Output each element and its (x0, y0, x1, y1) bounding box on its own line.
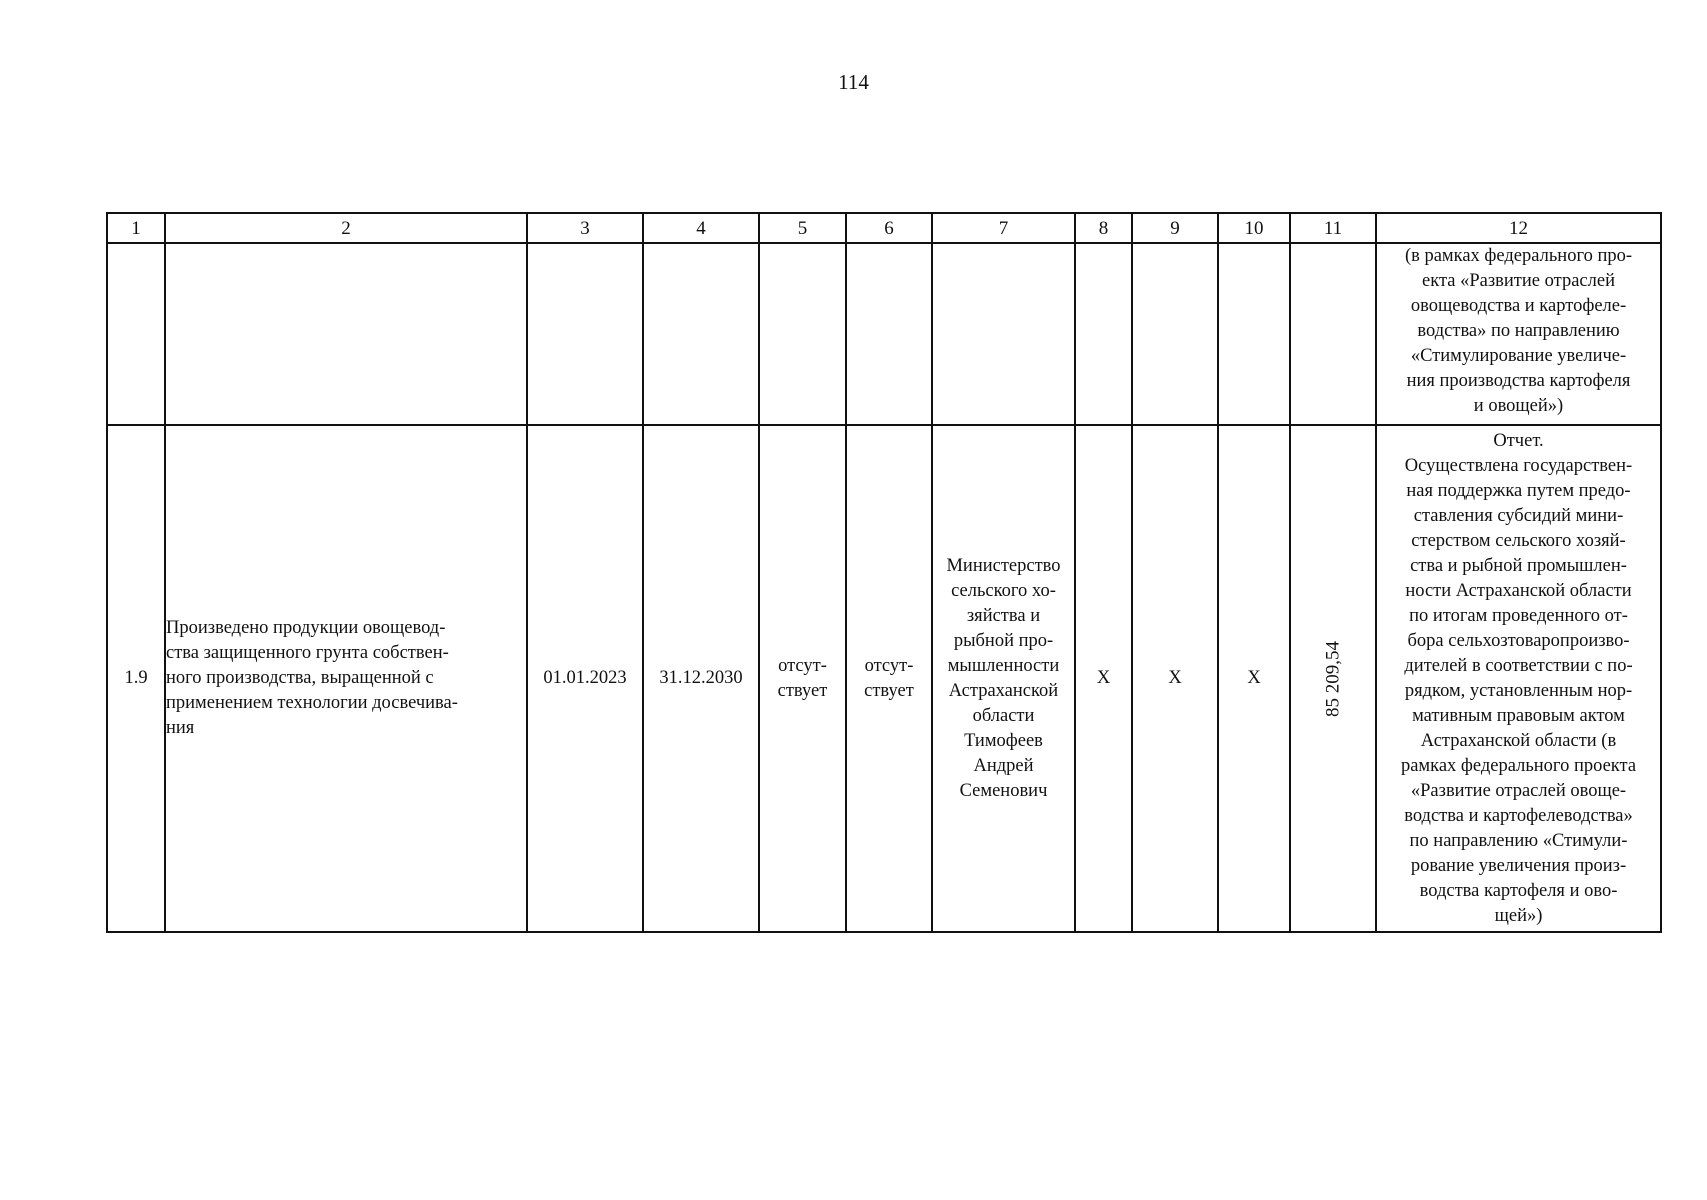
table-cell (527, 243, 643, 425)
responsible-executor: Министерство сельского хо- зяйства и рыбной про- мышленности Астраханской области Тимофеев Андрей Семенович (932, 425, 1075, 932)
column-header: 3 (527, 213, 643, 243)
col5-value: отсут- ствует (759, 425, 846, 932)
col6-value: отсут- ствует (846, 425, 932, 932)
continuation-text: (в рамках федерального про- екта «Развитие отраслей овощеводства и картофеле- водства» по направлению «Стимулирование увеличе- ния производства картофеля и овощей») (1376, 243, 1661, 425)
column-header: 2 (165, 213, 527, 243)
table-cell (1075, 243, 1132, 425)
table-cell (1290, 243, 1376, 425)
table-cell (759, 243, 846, 425)
table-cell (643, 243, 759, 425)
report-table (106, 212, 1662, 933)
table-row (107, 243, 1661, 425)
column-header: 8 (1075, 213, 1132, 243)
column-header: 1 (107, 213, 165, 243)
table-header-row (107, 213, 1661, 243)
table-cell (107, 243, 165, 425)
table-row (107, 425, 1661, 932)
report-text: Отчет. Осуществлена государствен- ная поддержка путем предо- ставления субсидий мини- стерством сельского хозяй- ства и рыбной промышлен- ности Астраханской области по итогам проведенного от- бора сельхозтоваропроизво- дителей в соответствии с по- рядком, установленным нор- мативным правовым актом Астраханской области (в рамках федерального проекта «Развитие отраслей овоще- водства и картофелеводства» по направлению «Стимули- рование увеличения произ- водства картофеля и ово- щей») (1376, 425, 1661, 932)
col9-mark: X (1132, 425, 1218, 932)
column-header: 7 (932, 213, 1075, 243)
row-number: 1.9 (107, 425, 165, 932)
table-cell (1132, 243, 1218, 425)
column-header: 11 (1290, 213, 1376, 243)
column-header: 10 (1218, 213, 1290, 243)
column-header: 4 (643, 213, 759, 243)
table-cell (1218, 243, 1290, 425)
col8-mark: X (1075, 425, 1132, 932)
table-cell (165, 243, 527, 425)
column-header: 6 (846, 213, 932, 243)
start-date: 01.01.2023 (527, 425, 643, 932)
page-number: 114 (838, 70, 869, 94)
col10-mark: X (1218, 425, 1290, 932)
amount-cell (1290, 425, 1376, 932)
table-cell (932, 243, 1075, 425)
column-header: 5 (759, 213, 846, 243)
indicator-name: Произведено продукции овощевод- ства защищенного грунта собствен- ного производства, выращенной с применением технологии досвечива- ния (165, 425, 527, 932)
end-date: 31.12.2030 (643, 425, 759, 932)
column-header: 12 (1376, 213, 1661, 243)
column-header: 9 (1132, 213, 1218, 243)
amount-value: 85 209,54 (1322, 640, 1344, 717)
table-cell (846, 243, 932, 425)
